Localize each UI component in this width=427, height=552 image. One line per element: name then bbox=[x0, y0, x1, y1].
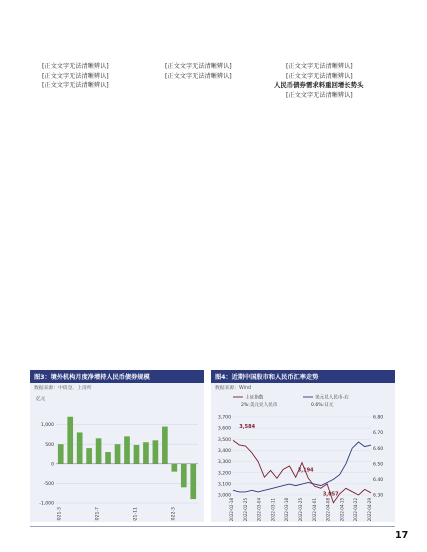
left-y-tick-label: 3,200 bbox=[217, 471, 231, 477]
y-tick-label: 500 bbox=[45, 442, 54, 448]
figure-3 bbox=[30, 370, 204, 522]
x-tick-label: 2022-04-29 bbox=[367, 498, 372, 521]
bar bbox=[171, 464, 177, 472]
right-y-tick-label: 6.60 bbox=[373, 446, 384, 452]
right-y-tick-label: 6.80 bbox=[373, 415, 384, 421]
right-y-tick-label: 6.50 bbox=[373, 462, 384, 468]
annotation-label: 3,057 bbox=[322, 491, 339, 498]
x-tick-label: 2021-3 bbox=[57, 507, 63, 521]
left-y-tick-label: 3,400 bbox=[217, 449, 231, 455]
paragraph: [正文文字无法清晰辨认] bbox=[42, 72, 109, 80]
figure-3-bar-chart bbox=[30, 391, 204, 521]
bar bbox=[105, 452, 111, 464]
left-y-tick-label: 3,300 bbox=[217, 460, 231, 466]
y-tick-label: -1,000 bbox=[39, 501, 54, 507]
paragraph: [正文文字无法清晰辨认] bbox=[42, 63, 109, 70]
figure-4-source: 数据来源：Wind bbox=[215, 386, 252, 391]
x-tick-label: 2022-02-18 bbox=[229, 498, 234, 521]
text-column-1 bbox=[30, 62, 149, 366]
legend-note-1: 2%:美元兑人民币 bbox=[241, 403, 278, 408]
page-number: 17 bbox=[395, 530, 409, 541]
figure-3-title: 图3：境外机构月度净增持人民币债券规模 bbox=[30, 370, 204, 383]
bar bbox=[124, 436, 130, 463]
x-tick-label: 2022-03-04 bbox=[256, 498, 262, 521]
legend-label-fx: 美元兑人民币-右 bbox=[315, 395, 349, 401]
left-y-tick-label: 3,000 bbox=[217, 493, 231, 499]
x-tick-label: 2022-3 bbox=[171, 507, 177, 521]
right-y-tick-label: 6.70 bbox=[373, 431, 384, 437]
annotation-label: 3,584 bbox=[239, 423, 256, 430]
paragraph: [正文文字无法清晰辨认] bbox=[165, 63, 232, 70]
legend-note-2: 0.6%:日元 bbox=[311, 403, 334, 408]
left-y-tick-label: 3,600 bbox=[217, 426, 231, 432]
bar bbox=[96, 438, 102, 463]
x-tick-label: 2021-7 bbox=[95, 507, 101, 521]
x-tick-label: 2022-03-25 bbox=[298, 498, 303, 521]
figure-4-line-chart bbox=[211, 391, 395, 521]
paragraph: [正文文字无法清晰辨认] bbox=[286, 91, 353, 99]
text-column-3 bbox=[274, 62, 393, 366]
bar bbox=[77, 432, 83, 463]
left-y-tick-label: 3,500 bbox=[217, 437, 231, 443]
section-heading: 人民币债券需求料重回增长势头 bbox=[274, 81, 364, 90]
paragraph: [正文文字无法清晰辨认] bbox=[42, 82, 109, 90]
paragraph: [正文文字无法清晰辨认] bbox=[165, 72, 232, 80]
bar bbox=[143, 442, 149, 464]
left-y-tick-label: 3,100 bbox=[217, 482, 231, 488]
bar bbox=[115, 444, 121, 464]
y-axis-unit: 亿元 bbox=[36, 397, 46, 402]
legend-label-index: 上证指数 bbox=[245, 395, 264, 401]
footer-rule bbox=[30, 526, 395, 527]
bar bbox=[153, 440, 159, 464]
bar bbox=[67, 417, 73, 464]
x-tick-label: 2022-04-15 bbox=[339, 498, 345, 521]
bar bbox=[134, 445, 140, 464]
x-tick-label: 2021-11 bbox=[133, 507, 139, 521]
text-column-2 bbox=[153, 62, 272, 366]
paragraph: [正文文字无法清晰辨认] bbox=[286, 72, 353, 80]
x-tick-label: 2022-04-22 bbox=[353, 498, 359, 521]
bar bbox=[162, 427, 168, 464]
paragraph: [正文文字无法清晰辨认] bbox=[286, 63, 353, 70]
annotation-label: 3,194 bbox=[297, 467, 314, 474]
bar bbox=[58, 444, 64, 464]
x-tick-label: 2022-03-18 bbox=[284, 498, 290, 521]
figure-4-title: 图4：近期中国股市和人民币汇率走势 bbox=[211, 370, 395, 383]
x-tick-label: 2022-04-01 bbox=[311, 498, 317, 521]
y-tick-label: 0 bbox=[51, 462, 54, 468]
y-tick-label: 1,000 bbox=[40, 423, 54, 429]
left-y-tick-label: 3,700 bbox=[217, 415, 231, 421]
right-y-tick-label: 6.40 bbox=[373, 478, 384, 483]
x-tick-label: 2022-03-11 bbox=[270, 498, 276, 521]
bar bbox=[86, 448, 92, 464]
right-y-tick-label: 6.30 bbox=[373, 493, 384, 499]
bar bbox=[190, 464, 196, 499]
bar bbox=[181, 464, 187, 488]
figure-4 bbox=[211, 370, 395, 522]
x-tick-label: 2022-02-25 bbox=[242, 498, 248, 521]
y-tick-label: -500 bbox=[43, 482, 54, 487]
x-tick-label: 2022-04-08 bbox=[325, 498, 331, 521]
figure-3-source: 数据来源：中债登，上清所 bbox=[34, 386, 92, 391]
